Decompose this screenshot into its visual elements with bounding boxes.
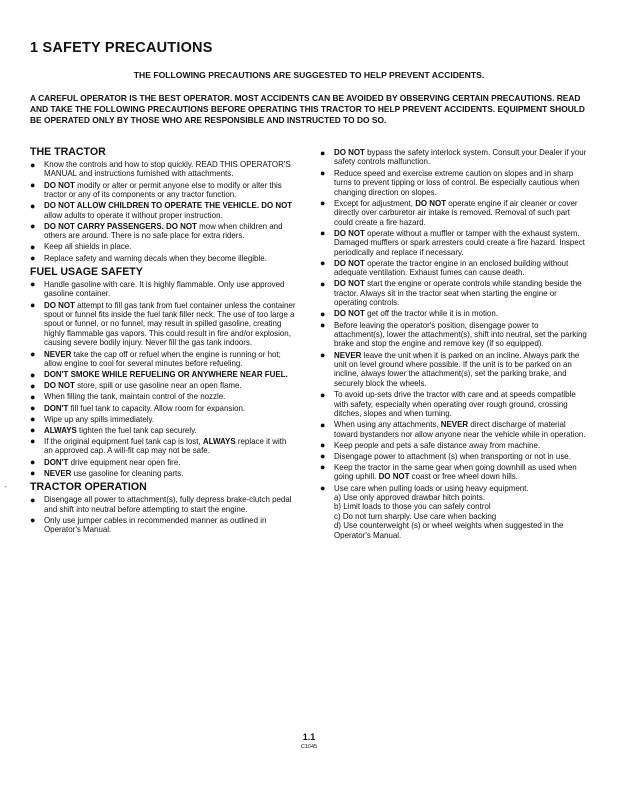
item-text: direct discharge of material toward bystanders nor allow anyone near the vehicle while in operation.	[334, 420, 586, 439]
section-list-operation-continued	[320, 148, 590, 540]
bullet-icon: ●	[30, 349, 36, 360]
emphasis-text: DO NOT CARRY PASSENGERS. DO NOT	[44, 221, 197, 231]
bullet-icon: ●	[320, 350, 326, 361]
safety-item	[320, 199, 590, 227]
safety-item	[30, 458, 296, 467]
sub-item: c) Do not turn sharply. Use care when backing	[334, 511, 497, 521]
bullet-icon: ●	[30, 200, 36, 211]
section-heading-fuel: FUEL USAGE SAFETY	[30, 265, 143, 278]
emphasis-text: DO NOT	[334, 228, 365, 238]
safety-item	[30, 160, 296, 179]
item-text: operate without a muffler or tamper with the exhaust system. Damaged mufflers or spark arresters could create a fire hazard. Inspect periodically and replace if necessary.	[334, 228, 585, 257]
safety-item	[30, 392, 296, 401]
safety-item	[30, 381, 296, 390]
safety-item	[30, 516, 296, 535]
section-heading-operation: TRACTOR OPERATION	[30, 481, 147, 494]
section-heading-tractor: THE TRACTOR	[30, 146, 106, 158]
item-text: Only use jumper cables in recommended manner as outlined in Operator's Manual.	[44, 515, 267, 535]
safety-item	[30, 254, 296, 263]
safety-item	[30, 242, 296, 251]
item-text: Except for adjustment,	[334, 198, 416, 208]
bullet-icon: ●	[320, 308, 326, 319]
emphasis-text: DO NOT	[44, 381, 75, 391]
item-text: drive equipment near open fire.	[68, 457, 181, 467]
margin-mark: -	[4, 482, 7, 491]
emphasis-text: NEVER	[334, 350, 362, 360]
bullet-icon: ●	[30, 221, 36, 232]
bullet-icon: ●	[30, 159, 36, 170]
safety-item	[320, 452, 590, 461]
item-text: bypass the safety interlock system. Consult your Dealer if your safety controls malfunction.	[334, 148, 587, 167]
safety-item	[320, 441, 590, 450]
document-code: C1045	[300, 744, 318, 750]
safety-item	[320, 484, 590, 541]
bullet-icon: ●	[30, 380, 36, 391]
bullet-icon: ●	[320, 462, 326, 473]
bullet-icon: ●	[30, 403, 36, 414]
safety-item	[30, 201, 296, 220]
bullet-icon: ●	[320, 389, 326, 400]
bullet-icon: ●	[30, 468, 36, 479]
item-text: Before leaving the operator's position, disengage power to attachment(s), lower the attachment(s), shift into neutral, set the parking brake and stop the engine and remove key (if so equipped).	[334, 320, 587, 349]
item-text: Disengage power to attachment (s) when transporting or not in use.	[334, 451, 571, 461]
safety-item	[30, 469, 296, 478]
sub-item: a) Use only approved drawbar hitch points.	[334, 493, 485, 503]
bullet-icon: ●	[30, 515, 36, 526]
page-subtitle: THE FOLLOWING PRECAUTIONS ARE SUGGESTED TO HELP PREVENT ACCIDENTS.	[133, 70, 485, 80]
emphasis-text: DON'T	[44, 403, 69, 413]
item-text: Replace safety and warning decals when they become illegible.	[44, 253, 267, 263]
safety-item	[320, 229, 590, 257]
page-title: 1 SAFETY PRECAUTIONS	[30, 40, 213, 56]
emphasis-text: NEVER	[440, 420, 469, 430]
bullet-icon: ●	[30, 425, 36, 436]
item-text: Keep people and pets a safe distance away from machine.	[334, 440, 541, 450]
safety-item	[30, 426, 296, 435]
safety-item	[30, 280, 296, 299]
bullet-icon: ●	[320, 440, 326, 451]
item-text: fill fuel tank to capacity. Allow room for expansion.	[68, 403, 246, 413]
item-text: tighten the fuel tank cap securely.	[76, 425, 197, 435]
bullet-icon: ●	[320, 419, 326, 430]
bullet-icon: ●	[30, 457, 36, 468]
item-text: To avoid up-sets drive the tractor with care and at speeds compatible with safety, especially when operating over rough ground, crossing ditches, slopes and when turning.	[334, 390, 576, 418]
bullet-icon: ●	[320, 278, 326, 289]
item-text: Disengage all power to attachment(s), fully depress brake-clutch pedal and shift into neutral before attempting to start the engine.	[44, 495, 292, 514]
emphasis-text: DO NOT	[334, 279, 365, 289]
item-text: modify or alter or permit anyone else to modify or alter this tractor or any of its components or any tractor function.	[44, 180, 282, 200]
item-text: get off the tractor while it is in motion.	[364, 309, 498, 319]
safety-item	[30, 350, 296, 369]
item-text: When filling the tank, maintain control of the nozzle.	[44, 392, 226, 402]
section-list-tractor	[30, 160, 296, 263]
safety-item	[320, 390, 590, 418]
emphasis-text: NEVER	[44, 468, 72, 478]
emphasis-text: DO NOT	[378, 472, 410, 482]
emphasis-text: DO NOT	[334, 148, 365, 157]
item-text: Reduce speed and exercise extreme caution on slopes and in sharp turns to prevent tipping or loss of control. Be especially cautious when changing direction on slopes.	[334, 168, 580, 197]
sub-item: b) Limit loads to those you can safely control	[334, 502, 491, 512]
safety-item	[30, 495, 296, 514]
safety-item	[320, 169, 590, 197]
bullet-icon: ●	[30, 494, 36, 505]
item-text: start the engine or operate controls while standing beside the tractor. Always sit in the tractor seat when starting the engine or operating controls.	[334, 279, 582, 308]
safety-item	[30, 222, 296, 241]
safety-item	[30, 437, 296, 456]
item-text: If the original equipment fuel tank cap is lost,	[44, 436, 203, 446]
bullet-icon: ●	[320, 320, 326, 331]
page-number: 1.1	[302, 732, 316, 742]
sub-item: d) Use counterweight (s) or wheel weights when suggested in the Operator's Manual.	[334, 521, 564, 540]
emphasis-text: DO NOT ALLOW CHILDREN TO OPERATE THE VEHICLE. DO NOT	[44, 201, 293, 211]
bullet-icon: ●	[30, 436, 36, 447]
safety-item	[320, 321, 590, 349]
bullet-icon: ●	[30, 300, 36, 311]
emphasis-text: DON'T	[44, 457, 69, 467]
section-list-fuel	[30, 280, 296, 478]
bullet-icon: ●	[320, 168, 326, 179]
section-list-operation	[30, 495, 296, 535]
bullet-icon: ●	[30, 414, 36, 425]
safety-item	[30, 415, 296, 424]
emphasis-text: DON'T SMOKE WHILE REFUELING OR ANYWHERE NEAR FUEL.	[44, 370, 288, 380]
bullet-icon: ●	[320, 228, 326, 239]
bullet-icon: ●	[320, 147, 326, 158]
safety-item	[320, 420, 590, 439]
item-text: Handle gasoline with care. It is highly flammable. Only use approved gasoline container.	[44, 279, 285, 299]
bullet-icon: ●	[30, 391, 36, 402]
safety-item	[320, 148, 590, 167]
bullet-icon: ●	[30, 253, 36, 264]
item-text: Use care when pulling loads or using heavy equipment.	[334, 483, 529, 493]
bullet-icon: ●	[30, 180, 36, 191]
item-text: Wipe up any spills immediately.	[44, 414, 155, 424]
item-text: leave the unit when it is parked on an incline. Always park the unit on level ground where possible. If the unit is to be parked on an incline, always lower the attachment(s), set the parking brake, and securely block the wheels.	[334, 350, 580, 388]
item-text: Keep all shields in place.	[44, 242, 132, 252]
safety-item	[320, 463, 590, 482]
emphasis-text: DO NOT	[334, 309, 365, 319]
item-text: replace it with an approved cap. A will-fit cap may not be safe.	[44, 436, 287, 456]
emphasis-text: DO NOT	[415, 198, 447, 208]
item-text: operate the tractor engine in an enclosed building without adequate ventilation. Exhaust fumes can cause death.	[334, 258, 569, 278]
safety-item	[30, 181, 296, 200]
bullet-icon: ●	[30, 279, 36, 290]
safety-item	[30, 404, 296, 413]
item-text: allow adults to operate it without proper instruction.	[44, 210, 223, 220]
emphasis-text: ALWAYS	[202, 436, 236, 446]
item-text: attempt to fill gas tank from fuel container unless the container spout or funnel fits inside the fuel tank filler neck. The use of too large a spout or funnel, or no funnel, may result in spilled gasoline, creating highly flammable gas vapors. This could result in fire and/or explosion, causing severe bodily injury. Never fill the gas tank indoors.	[44, 300, 296, 348]
right-column	[320, 148, 590, 543]
item-text: take the cap off or refuel when the engine is running or hot; allow engine to cool for several minutes before refueling.	[44, 349, 281, 368]
emphasis-text: NEVER	[44, 349, 72, 359]
item-text: store, spill or use gasoline near an open flame.	[74, 381, 242, 391]
item-text: coast or free wheel down hills.	[409, 472, 518, 482]
bullet-icon: ●	[320, 198, 326, 209]
emphasis-text: DO NOT	[334, 258, 365, 268]
safety-item	[320, 259, 590, 278]
item-text: mow when children and others are around. There is no safe place for extra riders.	[44, 221, 283, 241]
emphasis-text: DO NOT	[44, 300, 75, 310]
item-text: When using any attachments,	[334, 420, 441, 430]
bullet-icon: ●	[30, 241, 36, 252]
emphasis-text: ALWAYS	[44, 425, 77, 435]
safety-item	[320, 309, 590, 318]
bullet-icon: ●	[320, 451, 326, 462]
safety-item	[320, 279, 590, 307]
bullet-icon: ●	[320, 483, 326, 494]
item-text: Know the controls and how to stop quickly. READ THIS OPERATOR'S MANUAL and instructions furnished with attachments.	[44, 160, 291, 179]
left-column	[30, 146, 296, 538]
item-text: Keep the tractor in the same gear when going downhill as used when going uphill.	[334, 462, 577, 482]
intro-paragraph: A CAREFUL OPERATOR IS THE BEST OPERATOR. MOST ACCIDENTS CAN BE AVOIDED BY OBSERVING CERTAIN PRECAUTIONS. READ AND TAKE THE FOLLOWING PRECAUTIONS BEFORE OPERATING THIS TRACTOR TO HELP PREVENT ACCIDENTS. EQUIPMENT SHOULD BE OPERATED ONLY BY THOSE WHO ARE RESPONSIBLE AND INSTRUCTED TO DO SO.	[30, 93, 585, 125]
safety-item	[30, 370, 296, 379]
item-text: operate engine if air cleaner or cover directly over carburetor air intake is removed. Removal of such part could create a fire hazard.	[334, 198, 578, 227]
safety-item	[320, 351, 590, 389]
item-text: use gasoline for cleaning parts.	[71, 468, 184, 478]
bullet-icon: ●	[30, 369, 36, 380]
bullet-icon: ●	[320, 258, 326, 269]
emphasis-text: DO NOT	[44, 180, 75, 190]
safety-item	[30, 301, 296, 348]
